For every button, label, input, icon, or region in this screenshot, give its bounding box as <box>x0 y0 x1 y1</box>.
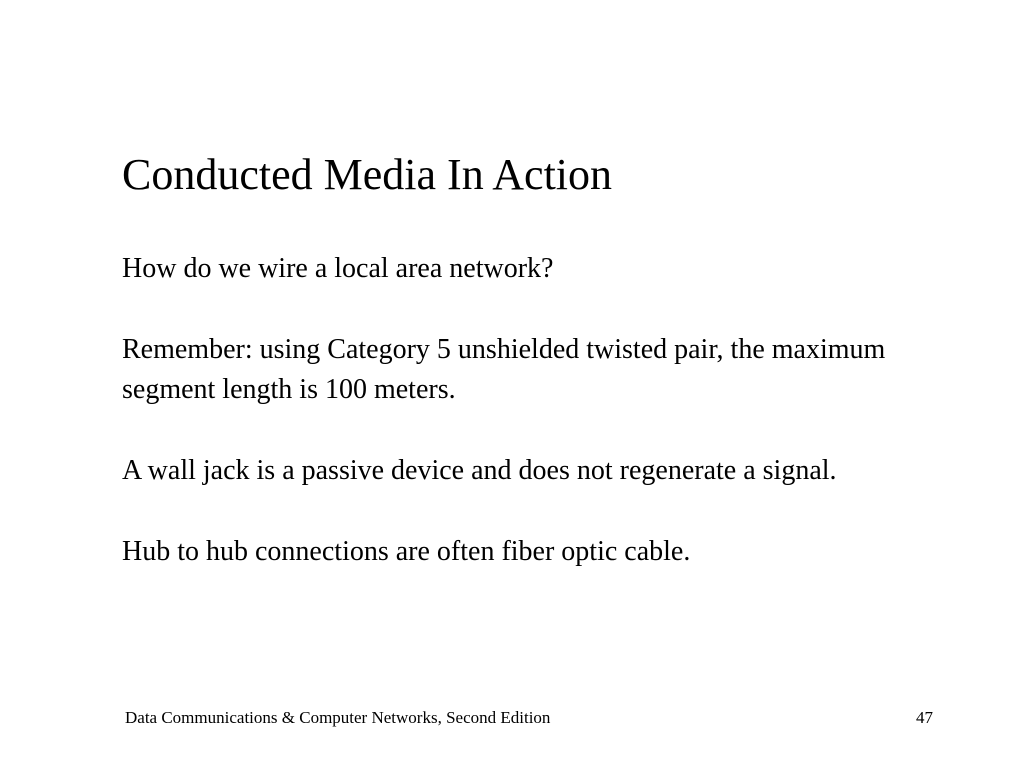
paragraph-hub-connections: Hub to hub connections are often fiber optic cable. <box>122 536 691 567</box>
footer-page-number: 47 <box>916 708 933 727</box>
paragraph-segment-length: Remember: using Category 5 unshielded twisted pair, the maximum segment length is 100 meters. <box>122 334 886 405</box>
paragraph-wall-jack: A wall jack is a passive device and does not regenerate a signal. <box>122 455 837 486</box>
paragraph-question: How do we wire a local area network? <box>122 253 554 284</box>
slide-title: Conducted Media In Action <box>122 150 613 199</box>
slide-body <box>122 249 922 613</box>
footer-book-title: Data Communications & Computer Networks, Second Edition <box>125 708 551 727</box>
